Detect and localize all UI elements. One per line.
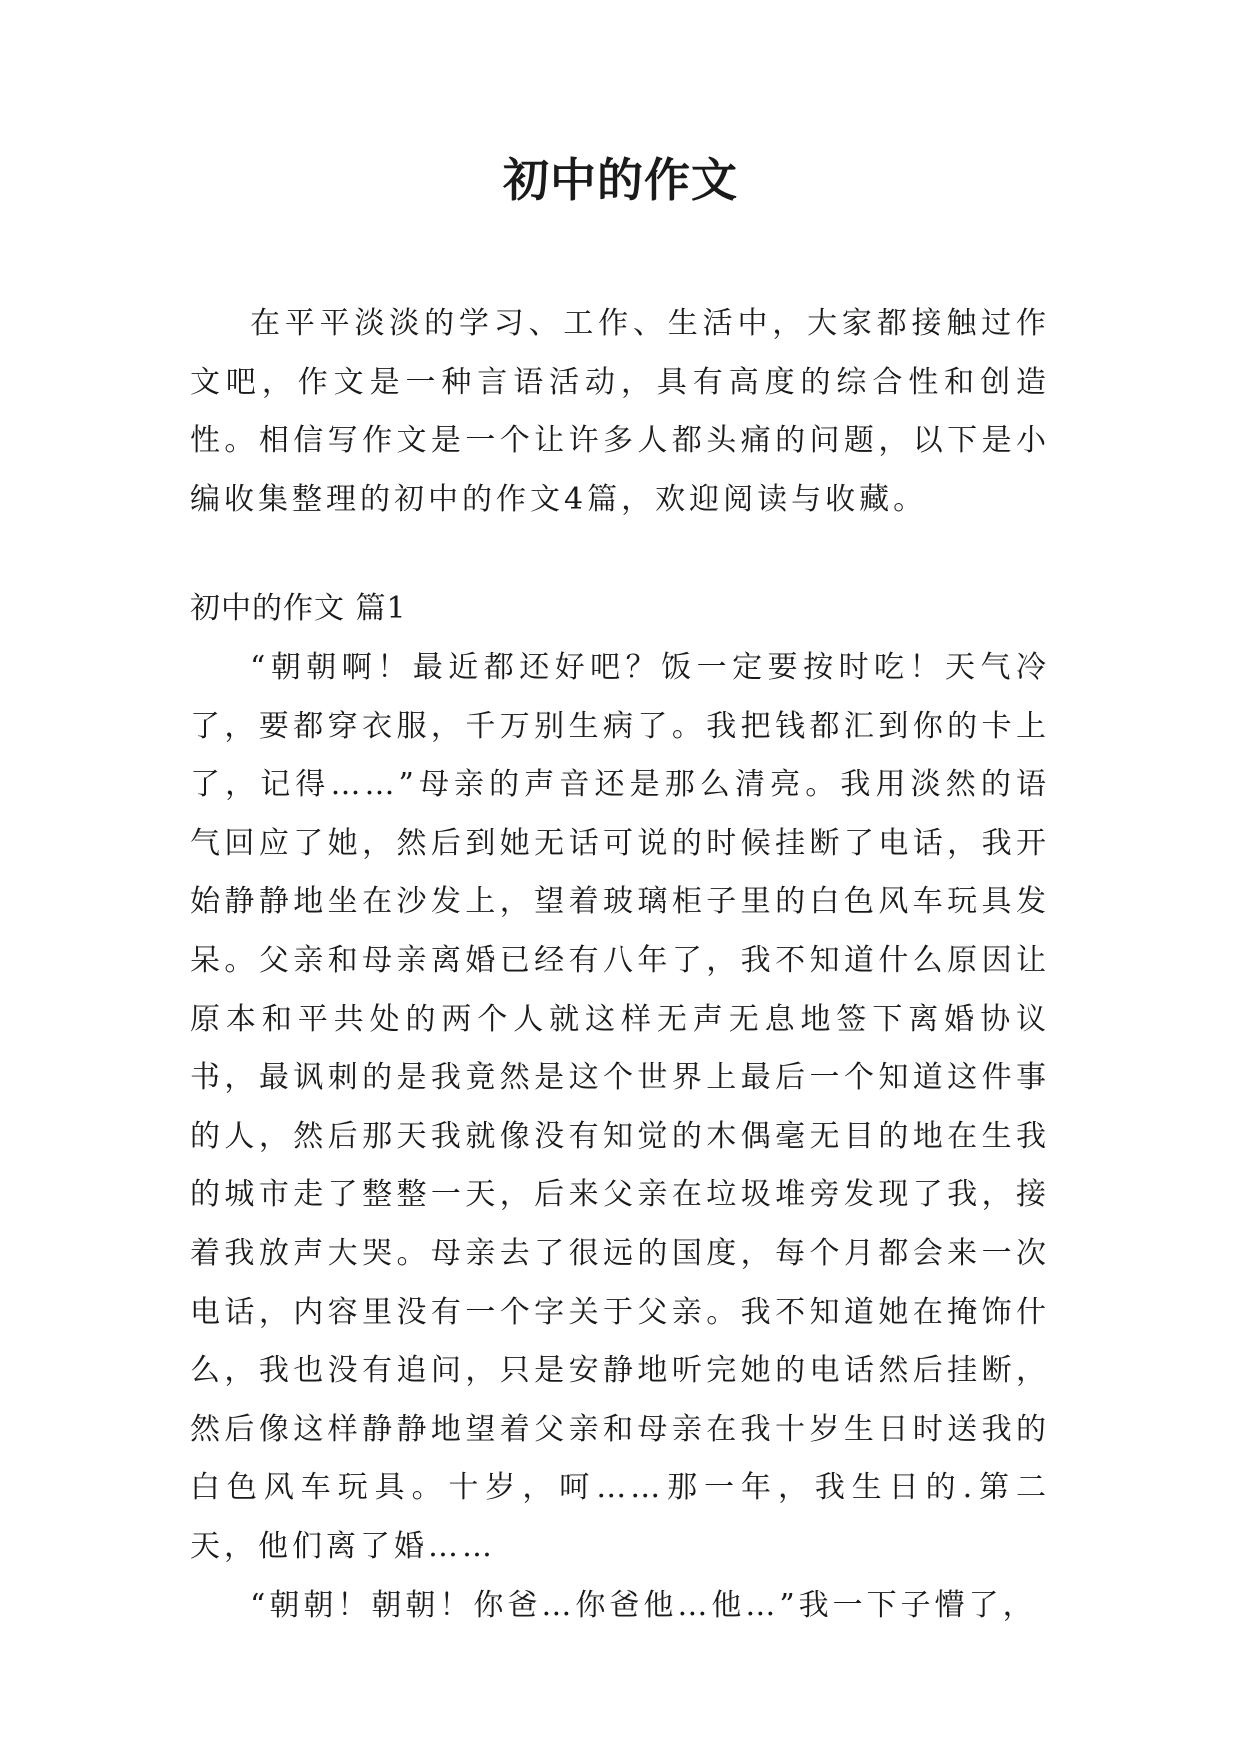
document-title: 初中的作文	[503, 153, 738, 207]
story-paragraph-1: “朝朝啊！最近都还好吧？饭一定要按时吃！天气冷了，要都穿衣服，千万别生病了。我把钱都汇到你的卡上了，记得……”母亲的声音还是那么清亮。我用淡然的语气回应了她，然后到她无话可说的时候挂断了电话，我开始静静地坐在沙发上，望着玻璃柜子里的白色风车玩具发呆。父亲和母亲离婚已经有八年了，我不知道什么原因让原本和平共处的两个人就这样无声无息地签下离婚协议书，最讽刺的是我竟然是这个世界上最后一个知道这件事的人，然后那天我就像没有知觉的木偶毫无目的地在生我的城市走了整整一天，后来父亲在垃圾堆旁发现了我，接着我放声大哭。母亲去了很远的国度，每个月都会来一次电话，内容里没有一个字关于父亲。我不知道她在掩饰什么，我也没有追问，只是安静地听完她的电话然后挂断，然后像这样静静地望着父亲和母亲在我十岁生日时送我的白色风车玩具。十岁，呵……那一年，我生日的.第二天，他们离了婚……	[190, 650, 1050, 1564]
intro-section	[190, 295, 1050, 529]
intro-paragraph: 在平平淡淡的学习、工作、生活中，大家都接触过作文吧，作文是一种言语活动，具有高度的综合性和创造性。相信写作文是一个让许多人都头痛的问题，以下是小编收集整理的初中的作文4篇，欢迎阅读与收藏。	[190, 306, 1050, 517]
story-paragraph-2: “朝朝！朝朝！你爸…你爸他…他…”我一下子懵了，	[250, 1587, 1037, 1623]
section-heading: 初中的作文 篇1	[190, 591, 407, 626]
story-section	[190, 639, 1050, 1635]
